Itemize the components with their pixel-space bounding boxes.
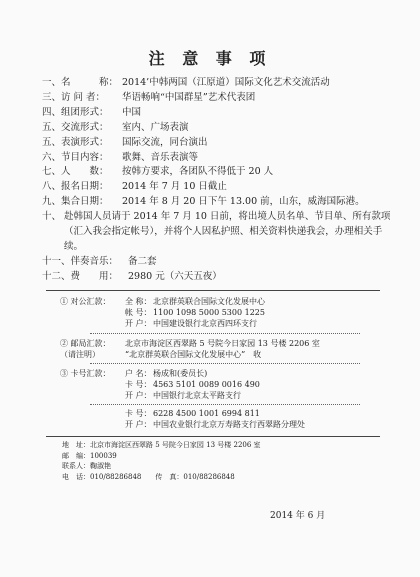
item-instructions bbox=[42, 210, 392, 255]
item-value: 2014 年 8 月 20 日下午 13.00 前，山东，威海国际港。 bbox=[122, 196, 365, 208]
field-key: 开 户： bbox=[125, 319, 152, 328]
item-name bbox=[42, 76, 392, 91]
field-value: 杨成和(委员长) bbox=[153, 369, 208, 378]
field-key: 全 称： bbox=[125, 297, 152, 306]
item-label: 六、节目内容： bbox=[42, 151, 109, 163]
field-value: 中国农业银行北京万寿路支行西翠路分理处 bbox=[153, 420, 305, 429]
item-performance-form bbox=[42, 136, 392, 151]
item-value: 歌舞、音乐表演等 bbox=[122, 151, 199, 163]
document-date: 2014 年 6 月 bbox=[270, 511, 326, 521]
field-value: 010/88286848 bbox=[90, 472, 142, 481]
item-label: 八、报名日期： bbox=[42, 181, 109, 193]
field-key: 户 名： bbox=[125, 369, 152, 378]
field-value: 6228 4500 1001 6994 811 bbox=[153, 409, 260, 418]
contact-info bbox=[62, 440, 261, 482]
item-assembly-date bbox=[42, 195, 392, 210]
item-people bbox=[42, 165, 392, 180]
field-key: 传 真： bbox=[155, 472, 184, 481]
item-value: 室内、广场表演 bbox=[122, 121, 189, 133]
page-title: 注 意 事 项 bbox=[148, 49, 272, 68]
field-key: 联系人： bbox=[62, 462, 90, 471]
field-value: 100039 bbox=[90, 451, 117, 460]
item-visitor bbox=[42, 91, 392, 106]
item-value: 华语畅响“中国群星”艺术代表团 bbox=[122, 91, 256, 103]
payment-method-label: ③ 卡号汇款： bbox=[60, 369, 111, 378]
field-key: 帐 号： bbox=[125, 308, 152, 317]
divider-top bbox=[46, 290, 380, 291]
payment-postal bbox=[60, 338, 320, 360]
payment-public bbox=[60, 296, 265, 329]
payment-card bbox=[60, 368, 260, 401]
item-value: 2014 年 7 月 10 日截止 bbox=[122, 181, 227, 193]
payment-method-label: ① 对公汇款： bbox=[60, 297, 111, 306]
field-value: 中国银行北京太平路支行 bbox=[153, 391, 241, 400]
payment-method-label: ② 邮局汇款： bbox=[60, 339, 111, 348]
item-program bbox=[42, 151, 392, 166]
item-value: 国际交流，同台演出 bbox=[122, 136, 208, 148]
item-value: 中国 bbox=[122, 106, 142, 118]
field-value: 1100 1098 5000 5300 1225 bbox=[153, 308, 265, 317]
field-value: 北京群英联合国际文化发展中心 bbox=[153, 297, 265, 306]
item-label: 三、访 问 者： bbox=[42, 91, 106, 103]
item-signup-date bbox=[42, 180, 392, 195]
item-label: 十、 bbox=[42, 211, 62, 223]
field-value: 鞠淑艳 bbox=[90, 462, 111, 471]
field-value: 北京市海淀区西翠路 5 号院今日家园 13 号楼 2206 室 bbox=[90, 441, 261, 449]
item-value: 按韩方要求，各团队不得低于 20 人 bbox=[122, 166, 274, 178]
item-label: 四、组团形式： bbox=[42, 106, 109, 118]
payment-card-2 bbox=[60, 408, 305, 430]
item-group-form bbox=[42, 106, 392, 121]
item-exchange-form bbox=[42, 121, 392, 136]
field-value: 北京市海淀区西翠路 5 号院今日家园 13 号楼 2206 室 bbox=[125, 339, 320, 348]
item-label: 五、表演形式： bbox=[42, 136, 109, 148]
field-key: 地 址： bbox=[62, 441, 90, 449]
item-music bbox=[42, 255, 392, 270]
field-key: 卡 号： bbox=[125, 409, 152, 418]
field-value: 4563 5101 0089 0016 490 bbox=[153, 380, 260, 389]
notice-items bbox=[42, 76, 392, 285]
field-key: 邮 编： bbox=[62, 451, 90, 460]
item-value: 2980 元（六天五夜） bbox=[128, 270, 222, 282]
item-label: 七、人 数： bbox=[42, 166, 109, 178]
field-key: 电 话： bbox=[62, 472, 90, 481]
field-key: 卡 号： bbox=[125, 380, 152, 389]
item-label: 一、名 称： bbox=[42, 77, 119, 88]
field-value: “北京群英联合国际文化发展中心” 收 bbox=[125, 350, 262, 359]
item-label: 十一、伴奏音乐： bbox=[42, 255, 119, 267]
item-value: 2014’中韩两国（江原道）国际文化艺术交流活动 bbox=[122, 77, 330, 88]
item-label: 十二、费 用： bbox=[42, 270, 119, 282]
item-fee bbox=[42, 270, 392, 285]
item-label: 五、交流形式： bbox=[42, 121, 109, 133]
item-value: 备二套 bbox=[128, 255, 157, 267]
field-key: 开 户： bbox=[125, 391, 152, 400]
field-key: （请注明） bbox=[60, 350, 100, 359]
field-value: 中国建设银行北京西四环支行 bbox=[153, 319, 257, 328]
field-key: 开 户： bbox=[125, 420, 152, 429]
divider bbox=[90, 363, 360, 364]
divider bbox=[90, 404, 360, 405]
item-label: 九、集合日期： bbox=[42, 196, 109, 208]
divider bbox=[90, 333, 360, 334]
item-value: 赴韩国人员请于 2014 年 7 月 10 日前，将出境人员名单、节目单、所有款项（汇入我会指定帐号），并将个人因私护照、相关资料快递我会，办理相关手续。 bbox=[64, 211, 391, 252]
divider-bottom bbox=[46, 436, 380, 437]
field-value: 010/88286848 bbox=[183, 472, 235, 481]
